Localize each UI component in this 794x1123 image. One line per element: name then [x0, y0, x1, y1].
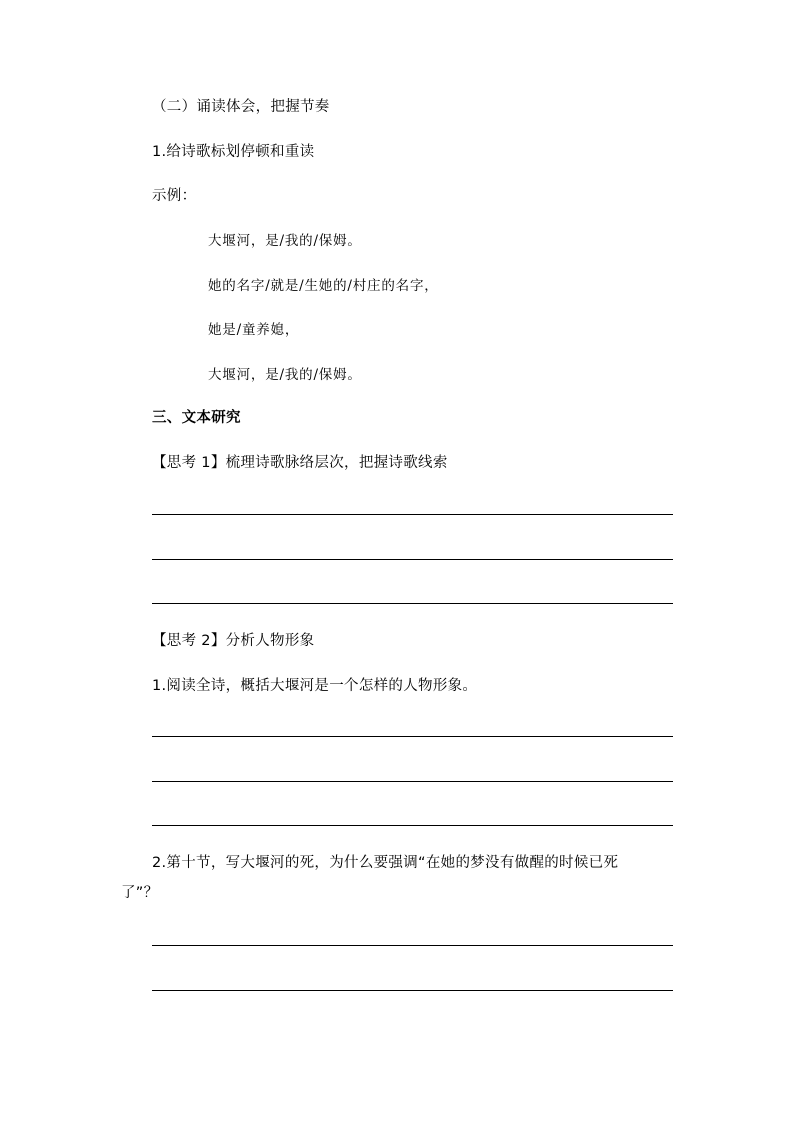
- poem-line: 她的名字/就是/生她的/村庄的名字，: [208, 278, 439, 294]
- answer-line: [152, 825, 673, 826]
- poem-line: 她是/童养媳，: [208, 322, 300, 338]
- answer-line: [152, 736, 673, 737]
- example-label: 示例：: [152, 188, 197, 204]
- think-1-prompt: 【思考 1】梳理诗歌脉络层次，把握诗歌线索: [152, 455, 448, 471]
- answer-line: [152, 603, 673, 604]
- item-1-text: 1.给诗歌标划停顿和重读: [152, 144, 315, 160]
- poem-line: 大堰河，是/我的/保姆。: [208, 367, 362, 383]
- question-1-text: 1.阅读全诗，概括大堰河是一个怎样的人物形象。: [152, 678, 478, 694]
- section-2-heading: （二）诵读体会，把握节奏: [152, 99, 330, 115]
- answer-line: [152, 990, 673, 991]
- answer-line: [152, 559, 673, 560]
- answer-line: [152, 781, 673, 782]
- question-2-text-line-1: 2.第十节，写大堰河的死，为什么要强调“在她的梦没有做醒的时候已死: [152, 855, 619, 871]
- question-2-text-line-2: 了”？: [121, 885, 159, 901]
- think-2-prompt: 【思考 2】分析人物形象: [152, 633, 315, 649]
- poem-line: 大堰河，是/我的/保姆。: [208, 233, 362, 249]
- answer-line: [152, 514, 673, 515]
- section-3-heading: 三、文本研究: [152, 410, 241, 426]
- answer-line: [152, 945, 673, 946]
